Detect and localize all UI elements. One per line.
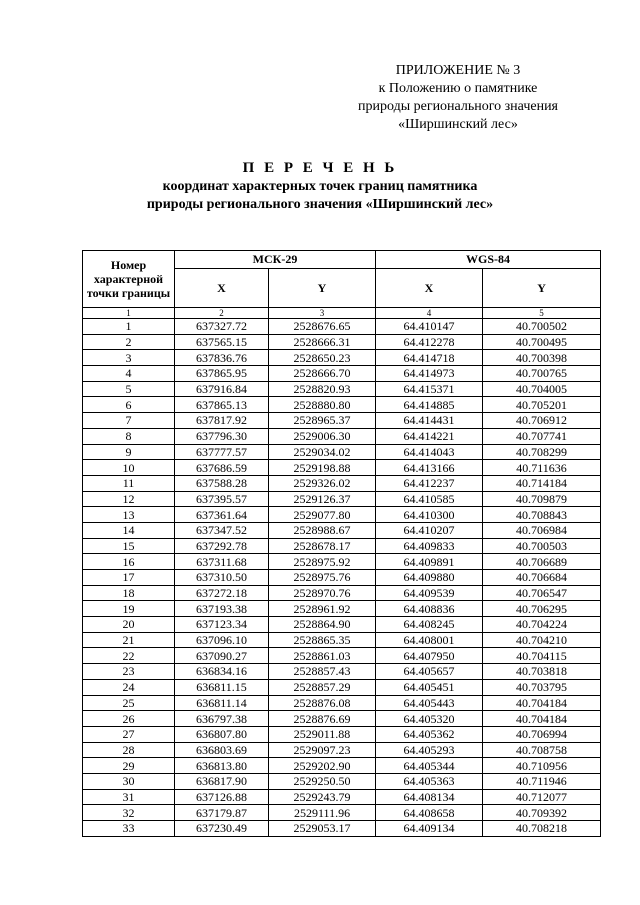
coordinates-table xyxy=(82,250,601,837)
point-number-cell: 20 xyxy=(83,617,175,633)
point-number-cell: 10 xyxy=(83,460,175,476)
wgs84-x-cell: 64.405362 xyxy=(376,726,483,742)
wgs84-y-cell: 40.703795 xyxy=(483,679,601,695)
column-number: 5 xyxy=(483,308,601,319)
appendix-line: природы регионального значения xyxy=(358,99,558,114)
point-number-cell: 18 xyxy=(83,585,175,601)
wgs84-x-cell: 64.408836 xyxy=(376,601,483,617)
wgs84-x-cell: 64.412278 xyxy=(376,334,483,350)
wgs84-x-cell: 64.414885 xyxy=(376,397,483,413)
msk29-x-cell: 637796.30 xyxy=(175,428,269,444)
wgs84-y-cell: 40.704184 xyxy=(483,711,601,727)
msk29-y-cell: 2528857.43 xyxy=(269,664,376,680)
msk29-y-cell: 2529097.23 xyxy=(269,742,376,758)
msk29-x-header: X xyxy=(175,269,269,308)
msk29-y-cell: 2529243.79 xyxy=(269,789,376,805)
wgs84-y-cell: 40.706547 xyxy=(483,585,601,601)
table-row xyxy=(83,507,601,523)
document-subtitle: природы регионального значения «Ширшинский лес» xyxy=(146,197,494,212)
wgs84-y-cell: 40.710956 xyxy=(483,758,601,774)
wgs84-y-cell: 40.712077 xyxy=(483,789,601,805)
msk29-y-cell: 2528961.92 xyxy=(269,601,376,617)
wgs84-x-cell: 64.414718 xyxy=(376,350,483,366)
column-number: 1 xyxy=(83,308,175,319)
wgs84-y-cell: 40.708843 xyxy=(483,507,601,523)
point-number-cell: 2 xyxy=(83,334,175,350)
msk29-x-cell: 637347.52 xyxy=(175,522,269,538)
wgs84-y-cell: 40.700398 xyxy=(483,350,601,366)
point-number-header: Номер характерной точки границы xyxy=(83,251,175,308)
msk29-y-cell: 2528666.31 xyxy=(269,334,376,350)
msk29-x-cell: 637311.68 xyxy=(175,554,269,570)
table-row xyxy=(83,413,601,429)
wgs84-x-cell: 64.405344 xyxy=(376,758,483,774)
wgs84-x-cell: 64.408658 xyxy=(376,805,483,821)
wgs84-y-cell: 40.706684 xyxy=(483,570,601,586)
msk29-x-cell: 637090.27 xyxy=(175,648,269,664)
wgs84-y-cell: 40.709879 xyxy=(483,491,601,507)
table-row xyxy=(83,711,601,727)
table-row xyxy=(83,664,601,680)
point-number-cell: 11 xyxy=(83,475,175,491)
table-row xyxy=(83,366,601,382)
wgs84-y-cell: 40.700502 xyxy=(483,319,601,335)
wgs84-y-cell: 40.703818 xyxy=(483,664,601,680)
table-row xyxy=(83,726,601,742)
document-subtitle: координат характерных точек границ памятника xyxy=(162,179,478,194)
wgs84-y-cell: 40.704005 xyxy=(483,381,601,397)
msk29-x-cell: 636811.14 xyxy=(175,695,269,711)
point-number-cell: 12 xyxy=(83,491,175,507)
document-title: П Е Р Е Ч Е Н Ь xyxy=(242,160,398,176)
column-number: 2 xyxy=(175,308,269,319)
msk29-y-cell: 2528865.35 xyxy=(269,632,376,648)
point-number-cell: 8 xyxy=(83,428,175,444)
msk29-y-cell: 2528857.29 xyxy=(269,679,376,695)
table-row xyxy=(83,632,601,648)
point-number-cell: 6 xyxy=(83,397,175,413)
point-number-cell: 25 xyxy=(83,695,175,711)
wgs84-x-cell: 64.405363 xyxy=(376,773,483,789)
msk29-x-cell: 637565.15 xyxy=(175,334,269,350)
table-row xyxy=(83,648,601,664)
table-row xyxy=(83,617,601,633)
wgs84-y-cell: 40.700765 xyxy=(483,366,601,382)
point-number-cell: 15 xyxy=(83,538,175,554)
msk29-y-header: Y xyxy=(269,269,376,308)
msk29-y-cell: 2528820.93 xyxy=(269,381,376,397)
wgs84-x-cell: 64.408245 xyxy=(376,617,483,633)
wgs84-x-cell: 64.409833 xyxy=(376,538,483,554)
wgs84-x-cell: 64.413166 xyxy=(376,460,483,476)
msk29-y-cell: 2529053.17 xyxy=(269,821,376,837)
msk29-x-cell: 636807.80 xyxy=(175,726,269,742)
wgs84-y-cell: 40.706994 xyxy=(483,726,601,742)
msk29-x-cell: 637865.13 xyxy=(175,397,269,413)
table-row xyxy=(83,538,601,554)
wgs84-y-cell: 40.706912 xyxy=(483,413,601,429)
msk29-x-cell: 637230.49 xyxy=(175,821,269,837)
table-row xyxy=(83,773,601,789)
wgs84-y-cell: 40.708299 xyxy=(483,444,601,460)
msk29-y-cell: 2528676.65 xyxy=(269,319,376,335)
msk29-x-cell: 637777.57 xyxy=(175,444,269,460)
msk29-x-cell: 637096.10 xyxy=(175,632,269,648)
wgs84-y-header: Y xyxy=(483,269,601,308)
point-number-cell: 24 xyxy=(83,679,175,695)
wgs84-x-cell: 64.405443 xyxy=(376,695,483,711)
msk29-group-header: МСК-29 xyxy=(175,251,376,269)
msk29-x-cell: 637179.87 xyxy=(175,805,269,821)
wgs84-y-cell: 40.704115 xyxy=(483,648,601,664)
msk29-x-cell: 637916.84 xyxy=(175,381,269,397)
column-number-row xyxy=(83,308,601,319)
wgs84-y-cell: 40.704184 xyxy=(483,695,601,711)
column-number: 3 xyxy=(269,308,376,319)
msk29-x-cell: 637395.57 xyxy=(175,491,269,507)
wgs84-y-cell: 40.705201 xyxy=(483,397,601,413)
wgs84-y-cell: 40.714184 xyxy=(483,475,601,491)
wgs84-y-cell: 40.706295 xyxy=(483,601,601,617)
wgs84-y-cell: 40.711946 xyxy=(483,773,601,789)
msk29-y-cell: 2529011.88 xyxy=(269,726,376,742)
point-number-cell: 27 xyxy=(83,726,175,742)
wgs84-x-header: X xyxy=(376,269,483,308)
msk29-y-cell: 2528880.80 xyxy=(269,397,376,413)
point-number-cell: 21 xyxy=(83,632,175,648)
table-row xyxy=(83,742,601,758)
point-number-cell: 4 xyxy=(83,366,175,382)
point-number-cell: 26 xyxy=(83,711,175,727)
msk29-x-cell: 637588.28 xyxy=(175,475,269,491)
msk29-x-cell: 637193.38 xyxy=(175,601,269,617)
table-row xyxy=(83,460,601,476)
table-row xyxy=(83,522,601,538)
table-row xyxy=(83,695,601,711)
table-row xyxy=(83,821,601,837)
msk29-y-cell: 2529250.50 xyxy=(269,773,376,789)
point-number-cell: 28 xyxy=(83,742,175,758)
wgs84-y-cell: 40.706984 xyxy=(483,522,601,538)
wgs84-x-cell: 64.409891 xyxy=(376,554,483,570)
appendix-line: к Положению о памятнике xyxy=(378,81,538,96)
wgs84-y-cell: 40.700503 xyxy=(483,538,601,554)
point-number-cell: 22 xyxy=(83,648,175,664)
appendix-block xyxy=(328,62,588,134)
msk29-y-cell: 2528975.76 xyxy=(269,570,376,586)
wgs84-y-cell: 40.704224 xyxy=(483,617,601,633)
appendix-line: «Ширшинский лес» xyxy=(398,117,518,132)
msk29-x-cell: 637123.34 xyxy=(175,617,269,633)
msk29-x-cell: 637361.64 xyxy=(175,507,269,523)
document-heading xyxy=(0,158,640,214)
msk29-y-cell: 2528876.69 xyxy=(269,711,376,727)
msk29-x-cell: 637836.76 xyxy=(175,350,269,366)
point-number-cell: 31 xyxy=(83,789,175,805)
wgs84-x-cell: 64.407950 xyxy=(376,648,483,664)
point-number-cell: 33 xyxy=(83,821,175,837)
point-number-cell: 3 xyxy=(83,350,175,366)
appendix-title: ПРИЛОЖЕНИЕ № 3 xyxy=(395,63,521,78)
wgs84-y-cell: 40.700495 xyxy=(483,334,601,350)
point-number-cell: 32 xyxy=(83,805,175,821)
table-row xyxy=(83,428,601,444)
msk29-y-cell: 2528861.03 xyxy=(269,648,376,664)
coordinates-table-body xyxy=(83,319,601,837)
point-number-cell: 13 xyxy=(83,507,175,523)
msk29-y-cell: 2529077.80 xyxy=(269,507,376,523)
table-row xyxy=(83,679,601,695)
msk29-x-cell: 636817.90 xyxy=(175,773,269,789)
point-number-cell: 17 xyxy=(83,570,175,586)
wgs84-x-cell: 64.415371 xyxy=(376,381,483,397)
msk29-x-cell: 636811.15 xyxy=(175,679,269,695)
table-row xyxy=(83,350,601,366)
wgs84-y-cell: 40.708218 xyxy=(483,821,601,837)
wgs84-x-cell: 64.412237 xyxy=(376,475,483,491)
msk29-y-cell: 2529111.96 xyxy=(269,805,376,821)
msk29-y-cell: 2528666.70 xyxy=(269,366,376,382)
wgs84-x-cell: 64.409134 xyxy=(376,821,483,837)
wgs84-x-cell: 64.410585 xyxy=(376,491,483,507)
table-row xyxy=(83,570,601,586)
wgs84-y-cell: 40.708758 xyxy=(483,742,601,758)
msk29-y-cell: 2529326.02 xyxy=(269,475,376,491)
table-row xyxy=(83,319,601,335)
wgs84-x-cell: 64.405320 xyxy=(376,711,483,727)
wgs84-x-cell: 64.408001 xyxy=(376,632,483,648)
msk29-x-cell: 637327.72 xyxy=(175,319,269,335)
table-row xyxy=(83,444,601,460)
wgs84-y-cell: 40.711636 xyxy=(483,460,601,476)
msk29-x-cell: 637272.18 xyxy=(175,585,269,601)
msk29-x-cell: 637865.95 xyxy=(175,366,269,382)
point-number-cell: 23 xyxy=(83,664,175,680)
wgs84-x-cell: 64.409880 xyxy=(376,570,483,586)
msk29-x-cell: 637310.50 xyxy=(175,570,269,586)
table-row xyxy=(83,397,601,413)
msk29-y-cell: 2528876.08 xyxy=(269,695,376,711)
wgs84-y-cell: 40.707741 xyxy=(483,428,601,444)
point-number-cell: 1 xyxy=(83,319,175,335)
wgs84-x-cell: 64.414043 xyxy=(376,444,483,460)
msk29-x-cell: 636803.69 xyxy=(175,742,269,758)
msk29-y-cell: 2529034.02 xyxy=(269,444,376,460)
msk29-x-cell: 636813.80 xyxy=(175,758,269,774)
wgs84-x-cell: 64.410147 xyxy=(376,319,483,335)
msk29-x-cell: 637292.78 xyxy=(175,538,269,554)
msk29-y-cell: 2528678.17 xyxy=(269,538,376,554)
point-number-cell: 16 xyxy=(83,554,175,570)
wgs84-y-cell: 40.706689 xyxy=(483,554,601,570)
table-row xyxy=(83,334,601,350)
point-number-cell: 19 xyxy=(83,601,175,617)
table-row xyxy=(83,789,601,805)
point-number-cell: 29 xyxy=(83,758,175,774)
msk29-x-cell: 636834.16 xyxy=(175,664,269,680)
msk29-y-cell: 2528988.67 xyxy=(269,522,376,538)
msk29-y-cell: 2529198.88 xyxy=(269,460,376,476)
msk29-x-cell: 637817.92 xyxy=(175,413,269,429)
table-row xyxy=(83,758,601,774)
msk29-y-cell: 2528965.37 xyxy=(269,413,376,429)
msk29-y-cell: 2529006.30 xyxy=(269,428,376,444)
wgs84-group-header: WGS-84 xyxy=(376,251,601,269)
column-number: 4 xyxy=(376,308,483,319)
wgs84-x-cell: 64.414431 xyxy=(376,413,483,429)
msk29-y-cell: 2528650.23 xyxy=(269,350,376,366)
wgs84-x-cell: 64.405657 xyxy=(376,664,483,680)
table-row xyxy=(83,381,601,397)
msk29-x-cell: 636797.38 xyxy=(175,711,269,727)
table-row xyxy=(83,554,601,570)
point-number-cell: 5 xyxy=(83,381,175,397)
msk29-y-cell: 2528975.92 xyxy=(269,554,376,570)
wgs84-x-cell: 64.405451 xyxy=(376,679,483,695)
msk29-y-cell: 2529126.37 xyxy=(269,491,376,507)
table-row xyxy=(83,585,601,601)
msk29-y-cell: 2528970.76 xyxy=(269,585,376,601)
point-number-cell: 9 xyxy=(83,444,175,460)
wgs84-x-cell: 64.410207 xyxy=(376,522,483,538)
wgs84-x-cell: 64.405293 xyxy=(376,742,483,758)
wgs84-x-cell: 64.409539 xyxy=(376,585,483,601)
table-row xyxy=(83,805,601,821)
table-row xyxy=(83,491,601,507)
wgs84-x-cell: 64.410300 xyxy=(376,507,483,523)
wgs84-x-cell: 64.414973 xyxy=(376,366,483,382)
table-row xyxy=(83,601,601,617)
msk29-y-cell: 2529202.90 xyxy=(269,758,376,774)
point-number-cell: 30 xyxy=(83,773,175,789)
wgs84-x-cell: 64.414221 xyxy=(376,428,483,444)
msk29-y-cell: 2528864.90 xyxy=(269,617,376,633)
msk29-x-cell: 637686.59 xyxy=(175,460,269,476)
wgs84-y-cell: 40.704210 xyxy=(483,632,601,648)
table-row xyxy=(83,475,601,491)
wgs84-y-cell: 40.709392 xyxy=(483,805,601,821)
msk29-x-cell: 637126.88 xyxy=(175,789,269,805)
wgs84-x-cell: 64.408134 xyxy=(376,789,483,805)
point-number-cell: 7 xyxy=(83,413,175,429)
point-number-cell: 14 xyxy=(83,522,175,538)
